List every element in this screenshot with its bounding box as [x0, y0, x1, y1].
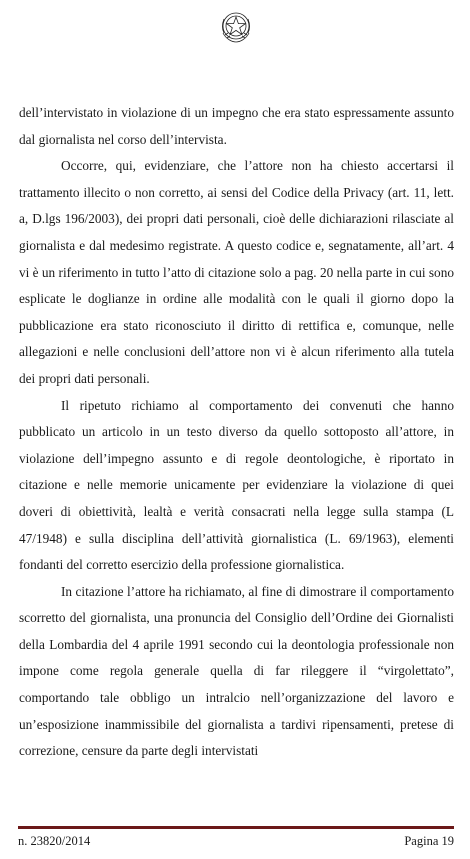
paragraph-citation: In citazione l’attore ha richiamato, al fine di dimostrare il comportamento scorretto del giornalista, una pronuncia del Consiglio dell’Ordine dei Giornalisti della Lombardia del 4 aprile 1991 secondo cui la deontologia professionale non impone come regola generale quella di far rileggere il “virgolettato”, comportando tale obbligo un intralcio nell’organizzazione del lavoro e un’esposizione inammissibile del giornalista a tardivi ripensamenti, pretese di correzione, censure da parte degli intervistati	[19, 583, 454, 759]
paragraph-continuation: dell’intervistato in violazione di un impegno che era stato espressamente assunto dal giornalista nel corso dell’intervista.	[19, 105, 454, 147]
footer-divider	[18, 826, 454, 829]
footer-case-number: n. 23820/2014	[18, 834, 91, 848]
italian-republic-emblem-icon	[218, 8, 254, 44]
footer-page-number: Pagina 19	[404, 834, 454, 848]
document-body	[19, 100, 454, 765]
paragraph-privacy: Occorre, qui, evidenziare, che l’attore non ha chiesto accertarsi il trattamento illecito o non corretto, ai sensi del Codice della Privacy (art. 11, lett. a, D.lgs 196/2003), dei propri dati personali, cioè delle dichiarazioni rilasciate al giornalista e dal medesimo registrate. A questo codice e, segnatamente, all’art. 4 vi è un riferimento in tutto l’atto di citazione solo a pag. 20 nella parte in cui sono esplicate le doglianze in ordine alle modalità con le quali il giorno dopo la pubblicazione era stato riconosciuto il diritto di rettifica e, comunque, nelle allegazioni e nelle conclusioni dell’attore non vi è alcun riferimento alla tutela dei propri dati personali.	[19, 158, 454, 386]
paragraph-deontology: Il ripetuto richiamo al comportamento dei convenuti che hanno pubblicato un articolo in un testo diverso da quello sottoposto all’attore, in violazione dell’impegno assunto e di regole deontologiche, è riportato in citazione e nelle memorie unicamente per evidenziare la violazione di quei doveri di obiettività, lealtà e verità consacrati nella legge sulla stampa (L 47/1948) e sulla disciplina dell’attività giornalistica (L. 69/1963), elementi fondanti del corretto esercizio della professione giornalistica.	[19, 397, 454, 573]
